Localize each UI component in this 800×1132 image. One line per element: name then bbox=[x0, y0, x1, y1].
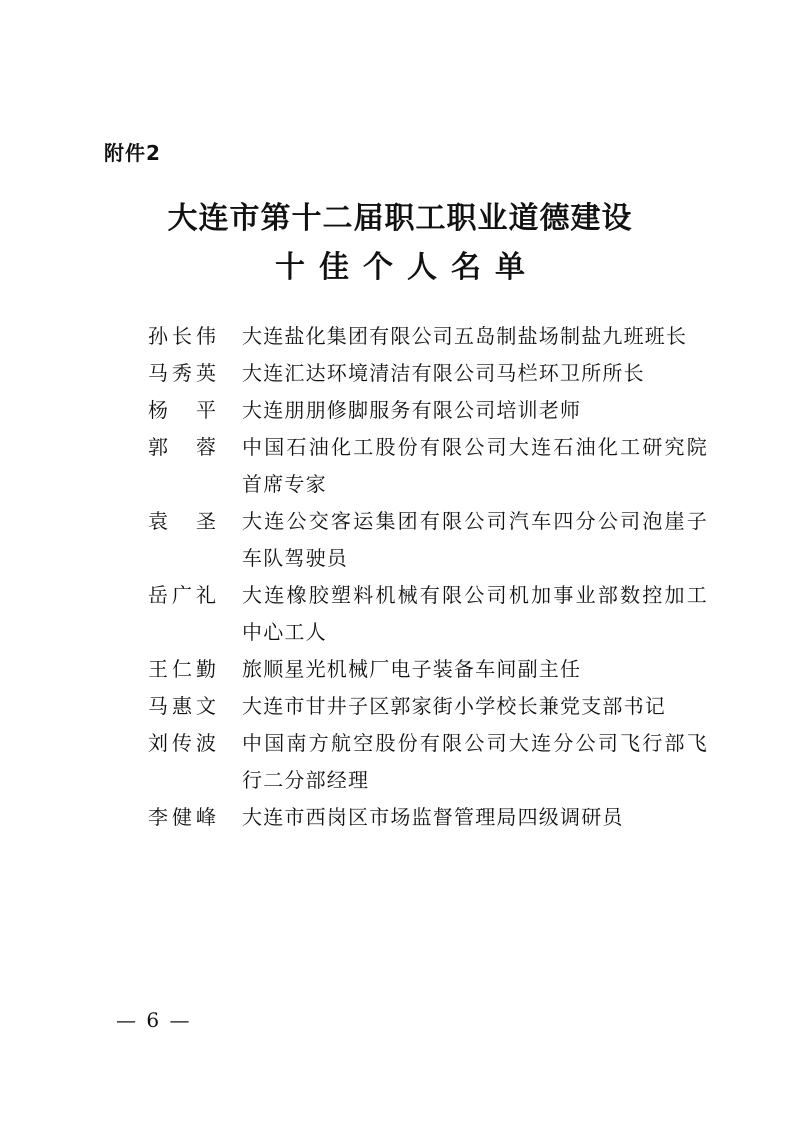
honoree-organization: 中国石油化工股份有限公司大连石油化工研究院首席专家 bbox=[242, 435, 708, 496]
honoree-name: 袁 圣 bbox=[148, 509, 216, 533]
honoree-name: 孙 长 伟 bbox=[148, 324, 216, 348]
honoree-entry bbox=[148, 392, 708, 429]
honoree-entry bbox=[148, 725, 708, 799]
honoree-name: 刘 传 波 bbox=[148, 731, 216, 755]
honoree-organization: 大连市甘井子区郭家街小学校长兼党支部书记 bbox=[242, 694, 666, 718]
honoree-name: 杨 平 bbox=[148, 398, 216, 422]
page-number: — 6 — bbox=[116, 1008, 192, 1032]
honoree-name: 马 秀 英 bbox=[148, 361, 216, 385]
honoree-name: 郭 蓉 bbox=[148, 435, 216, 459]
honoree-entry bbox=[148, 503, 708, 577]
honoree-entry bbox=[148, 651, 708, 688]
honoree-organization: 大连朋朋修脚服务有限公司培训老师 bbox=[242, 398, 582, 422]
honoree-entry bbox=[148, 318, 708, 355]
honoree-entry bbox=[148, 688, 708, 725]
honoree-organization: 旅顺星光机械厂电子装备车间副主任 bbox=[242, 657, 582, 681]
honoree-name: 李 健 峰 bbox=[148, 805, 216, 829]
honoree-name: 王 仁 勤 bbox=[148, 657, 216, 681]
document-title-line-1: 大连市第十二届职工职业道德建设 bbox=[167, 201, 633, 236]
honoree-organization: 大连市西岗区市场监督管理局四级调研员 bbox=[242, 805, 624, 829]
honoree-entry bbox=[148, 355, 708, 392]
attachment-label: 附件2 bbox=[104, 141, 161, 165]
honoree-organization: 大连盐化集团有限公司五岛制盐场制盐九班班长 bbox=[242, 324, 688, 348]
honoree-organization: 大连汇达环境清洁有限公司马栏环卫所所长 bbox=[242, 361, 645, 385]
honoree-organization: 大连公交客运集团有限公司汽车四分公司泡崖子车队驾驶员 bbox=[242, 509, 708, 570]
document-title-line-2: 十佳个人名单 bbox=[275, 250, 539, 285]
honoree-organization: 中国南方航空股份有限公司大连分公司飞行部飞行二分部经理 bbox=[242, 731, 708, 792]
honoree-organization: 大连橡胶塑料机械有限公司机加事业部数控加工中心工人 bbox=[242, 583, 708, 644]
honoree-name: 马 惠 文 bbox=[148, 694, 216, 718]
honoree-entry bbox=[148, 429, 708, 503]
honoree-list bbox=[148, 318, 708, 836]
honoree-entry bbox=[148, 799, 708, 836]
honoree-name: 岳 广 礼 bbox=[148, 583, 216, 607]
honoree-entry bbox=[148, 577, 708, 651]
